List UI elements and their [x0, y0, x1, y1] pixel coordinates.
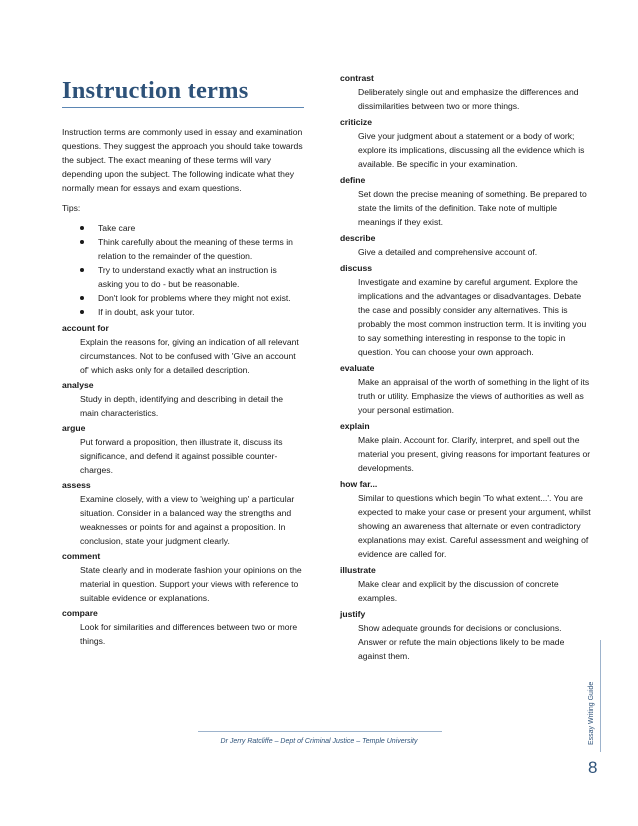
term-definition: Put forward a proposition, then illustrate it, discuss its significance, and defend it against possible counter-charges.	[80, 437, 283, 475]
tips-label: Tips:	[62, 203, 81, 213]
tip-text: If in doubt, ask your tutor.	[98, 307, 195, 317]
tip-item	[80, 305, 304, 319]
term-entry	[340, 173, 592, 229]
term-entry	[62, 421, 304, 477]
term-heading: account for	[62, 323, 109, 333]
bullet-icon	[80, 296, 84, 300]
term-heading: define	[340, 175, 366, 185]
tip-item	[80, 221, 304, 235]
term-definition: Set down the precise meaning of something. Be prepared to state the limits of the definition. Take note of multiple meanings if they exist.	[358, 189, 587, 227]
term-heading: justify	[340, 609, 366, 619]
term-heading: how far...	[340, 479, 378, 489]
footer-credit: Dr Jerry Ratcliffe – Dept of Criminal Justice – Temple University	[220, 738, 418, 745]
tip-text: Don't look for problems where they might not exist.	[98, 293, 291, 303]
term-entry	[62, 606, 304, 648]
term-heading: describe	[340, 233, 376, 243]
term-definition: Make plain. Account for. Clarify, interpret, and spell out the material you present, giving reasons for important features or developments.	[358, 435, 591, 473]
term-heading: explain	[340, 421, 370, 431]
term-definition: Make clear and explicit by the discussion of concrete examples.	[358, 579, 559, 603]
term-entry	[62, 549, 304, 605]
term-heading: contrast	[340, 73, 374, 83]
term-entry	[62, 321, 304, 377]
tip-item	[80, 291, 304, 305]
footer-divider	[198, 731, 442, 732]
term-definition: Examine closely, with a view to 'weighing up' a particular situation. Consider in a balanced way the strengths and weaknesses or points for and against a proposition. In conclusion, state your judgment clearly.	[80, 494, 295, 546]
page-title: Instruction terms	[62, 77, 249, 104]
term-entry	[62, 478, 304, 548]
term-heading: discuss	[340, 263, 373, 273]
right-column	[340, 71, 592, 663]
term-entry	[340, 71, 592, 113]
side-divider	[600, 640, 601, 752]
term-definition: Give a detailed and comprehensive account of.	[358, 247, 538, 257]
term-heading: compare	[62, 608, 98, 618]
left-term-list	[62, 321, 304, 648]
term-definition: Study in depth, identifying and describing in detail the main characteristics.	[80, 394, 284, 418]
term-entry	[340, 231, 592, 259]
term-heading: comment	[62, 551, 101, 561]
term-definition: Show adequate grounds for decisions or conclusions. Answer or refute the main objections likely to be made against them.	[358, 623, 565, 661]
tips-list	[62, 221, 304, 319]
term-entry	[62, 378, 304, 420]
term-definition: State clearly and in moderate fashion your opinions on the material in question. Support your views with reference to suitable evidence or explanations.	[80, 565, 302, 603]
term-entry	[340, 115, 592, 171]
term-heading: analyse	[62, 380, 94, 390]
tip-item	[80, 235, 304, 263]
term-definition: Give your judgment about a statement or a body of work; explore its implications, discussing all the evidence which is available. Be specific in your examination.	[358, 131, 585, 169]
term-heading: illustrate	[340, 565, 376, 575]
term-entry	[340, 563, 592, 605]
bullet-icon	[80, 268, 84, 272]
term-entry	[340, 419, 592, 475]
term-entry	[340, 361, 592, 417]
tip-item	[80, 263, 304, 291]
bullet-icon	[80, 310, 84, 314]
tip-text: Try to understand exactly what an instruction is asking you to do - but be reasonable.	[98, 265, 277, 289]
term-heading: criticize	[340, 117, 373, 127]
term-heading: assess	[62, 480, 91, 490]
term-definition: Similar to questions which begin 'To what extent...'. You are expected to make your case or present your argument, whilst showing an awareness that alternate or even contradictory explanations may exist. Careful assessment and weighing of evidence are called for.	[358, 493, 591, 559]
term-heading: argue	[62, 423, 86, 433]
bullet-icon	[80, 240, 84, 244]
term-definition: Look for similarities and differences between two or more things.	[80, 622, 298, 646]
tip-text: Think carefully about the meaning of these terms in relation to the remainder of the question.	[98, 237, 293, 261]
term-entry	[340, 261, 592, 359]
term-entry	[340, 477, 592, 561]
intro-paragraph: Instruction terms are commonly used in essay and examination questions. They suggest the approach you should take towards the subject. The exact meaning of these terms will vary depending upon the subject. The following indicate what they normally mean for essays and exam questions.	[62, 127, 303, 193]
page-number: 8	[588, 758, 598, 777]
term-entry	[340, 607, 592, 663]
bullet-icon	[80, 226, 84, 230]
tip-text: Take care	[98, 223, 136, 233]
term-definition: Investigate and examine by careful argument. Explore the implications and the advantages or disadvantages. Debate the case and possibly consider any alternatives. This is probably the most common instruction term. It is inviting you to say something interesting in response to the topic in question. You can choose your own approach.	[358, 277, 587, 357]
term-definition: Deliberately single out and emphasize the differences and dissimilarities between two or more things.	[358, 87, 579, 111]
term-heading: evaluate	[340, 363, 375, 373]
title-underline	[62, 107, 304, 108]
term-definition: Make an appraisal of the worth of something in the light of its truth or utility. Emphasize the views of authorities as well as your personal estimation.	[358, 377, 590, 415]
left-column	[62, 76, 304, 648]
term-definition: Explain the reasons for, giving an indication of all relevant circumstances. Not to be confused with 'Give an account of' which asks only for a detailed description.	[80, 337, 299, 375]
side-section-label: Essay Writing Guide	[588, 681, 595, 745]
